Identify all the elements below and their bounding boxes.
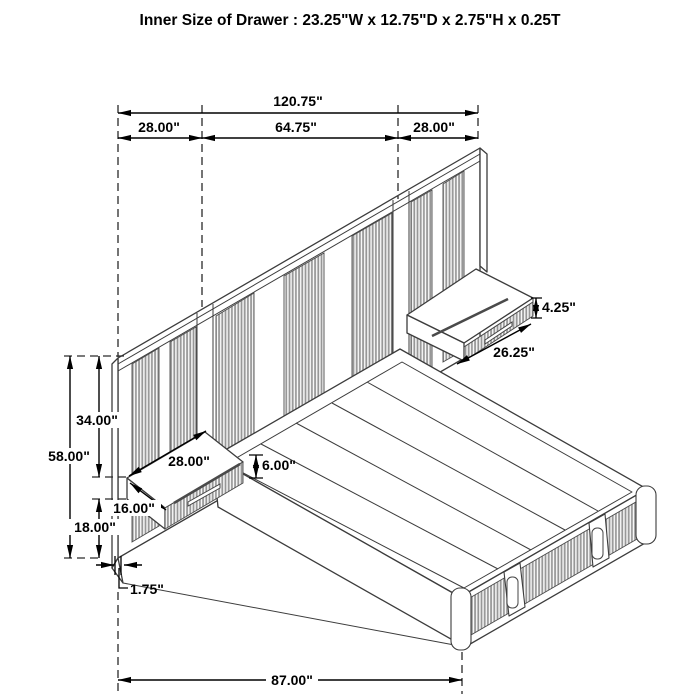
dim-label-right-nightstand-height: 4.25" [542, 299, 576, 315]
dim-label-left-nightstand-width: 28.00" [168, 453, 210, 469]
dim-label-lower-segment: 18.00" [74, 519, 116, 535]
dim-label-total-width: 120.75" [273, 93, 323, 109]
bed-corner-post-right [636, 486, 656, 544]
headboard-left-edge [112, 358, 118, 568]
slat-panel [411, 190, 432, 381]
dim-label-left-bay: 28.00" [138, 119, 180, 135]
dim-label-left-nightstand-depth: 16.00" [113, 500, 155, 516]
dim-label-upper-segment: 34.00" [76, 412, 118, 428]
dim-label-left-nightstand-height: 6.00" [262, 457, 296, 473]
dim-label-center-bay: 64.75" [275, 119, 317, 135]
dim-label-right-nightstand-width: 26.25" [493, 344, 535, 360]
diagram-title: Inner Size of Drawer : 23.25"W x 12.75"D x 2.75"H x 0.25T [139, 12, 561, 29]
headboard-right-edge [480, 148, 487, 272]
dim-label-bed-length: 87.00" [271, 672, 313, 688]
bed-drawer-handle [592, 528, 603, 559]
dim-label-thickness: 1.75" [130, 581, 164, 597]
dim-label-headboard-height: 58.00" [48, 448, 90, 464]
dim-label-right-bay: 28.00" [413, 119, 455, 135]
bed-drawer-handle [507, 577, 518, 608]
bed-corner-post-front [451, 588, 471, 650]
